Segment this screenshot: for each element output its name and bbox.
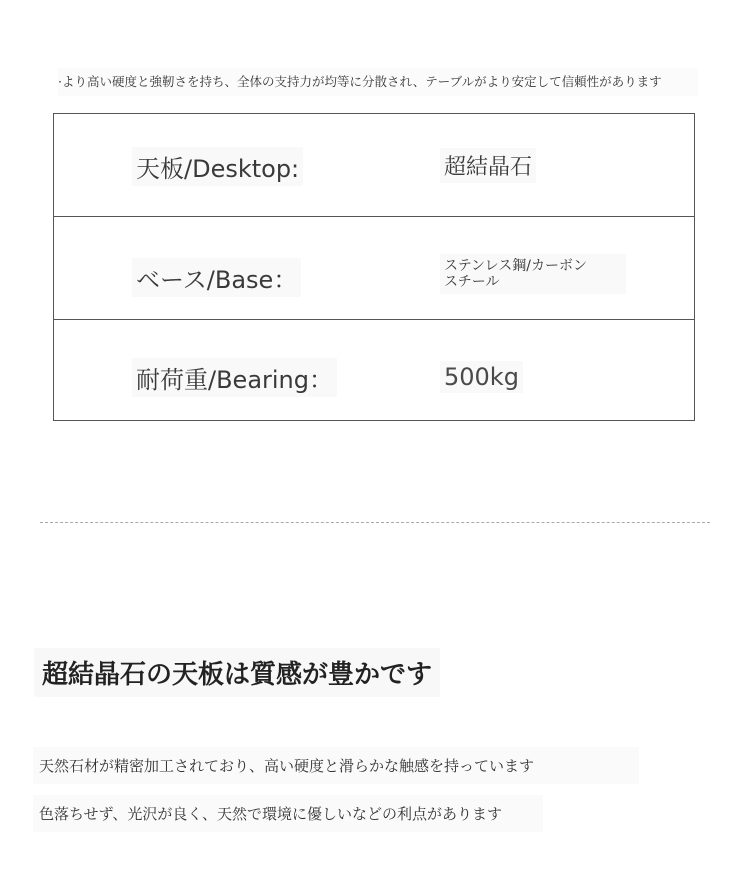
spec-row-bearing bbox=[54, 319, 694, 423]
spec-value-base bbox=[440, 254, 626, 294]
spec-label-bearing: 耐荷重/Bearing： bbox=[132, 358, 337, 397]
dashed-divider bbox=[40, 522, 710, 523]
section-heading: 超結晶石の天板は質感が豊かです bbox=[34, 648, 440, 697]
intro-text: ·より高い硬度と強靭さを持ち、全体の支持力が均等に分散され、テーブルがより安定して信頼性があります bbox=[58, 68, 698, 96]
spec-value-desktop: 超結晶石 bbox=[440, 148, 536, 183]
spec-value-bearing: 500kg bbox=[440, 361, 523, 393]
spec-value-base-line-1: ステンレス鋼/カーボン bbox=[444, 258, 587, 274]
spec-row-base bbox=[54, 216, 694, 320]
spec-value-base-line-2: スチール bbox=[444, 274, 500, 290]
feature-paragraph-2: 色落ちせず、光沢が良く、天然で環境に優しいなどの利点があります bbox=[33, 795, 543, 832]
spec-label-desktop: 天板/Desktop: bbox=[132, 147, 303, 186]
spec-label-base: ベース/Base： bbox=[132, 258, 301, 297]
feature-paragraph-1: 天然石材が精密加工されており、高い硬度と滑らかな触感を持っています bbox=[33, 747, 639, 784]
spec-row-desktop bbox=[54, 114, 694, 216]
spec-table bbox=[53, 113, 695, 421]
